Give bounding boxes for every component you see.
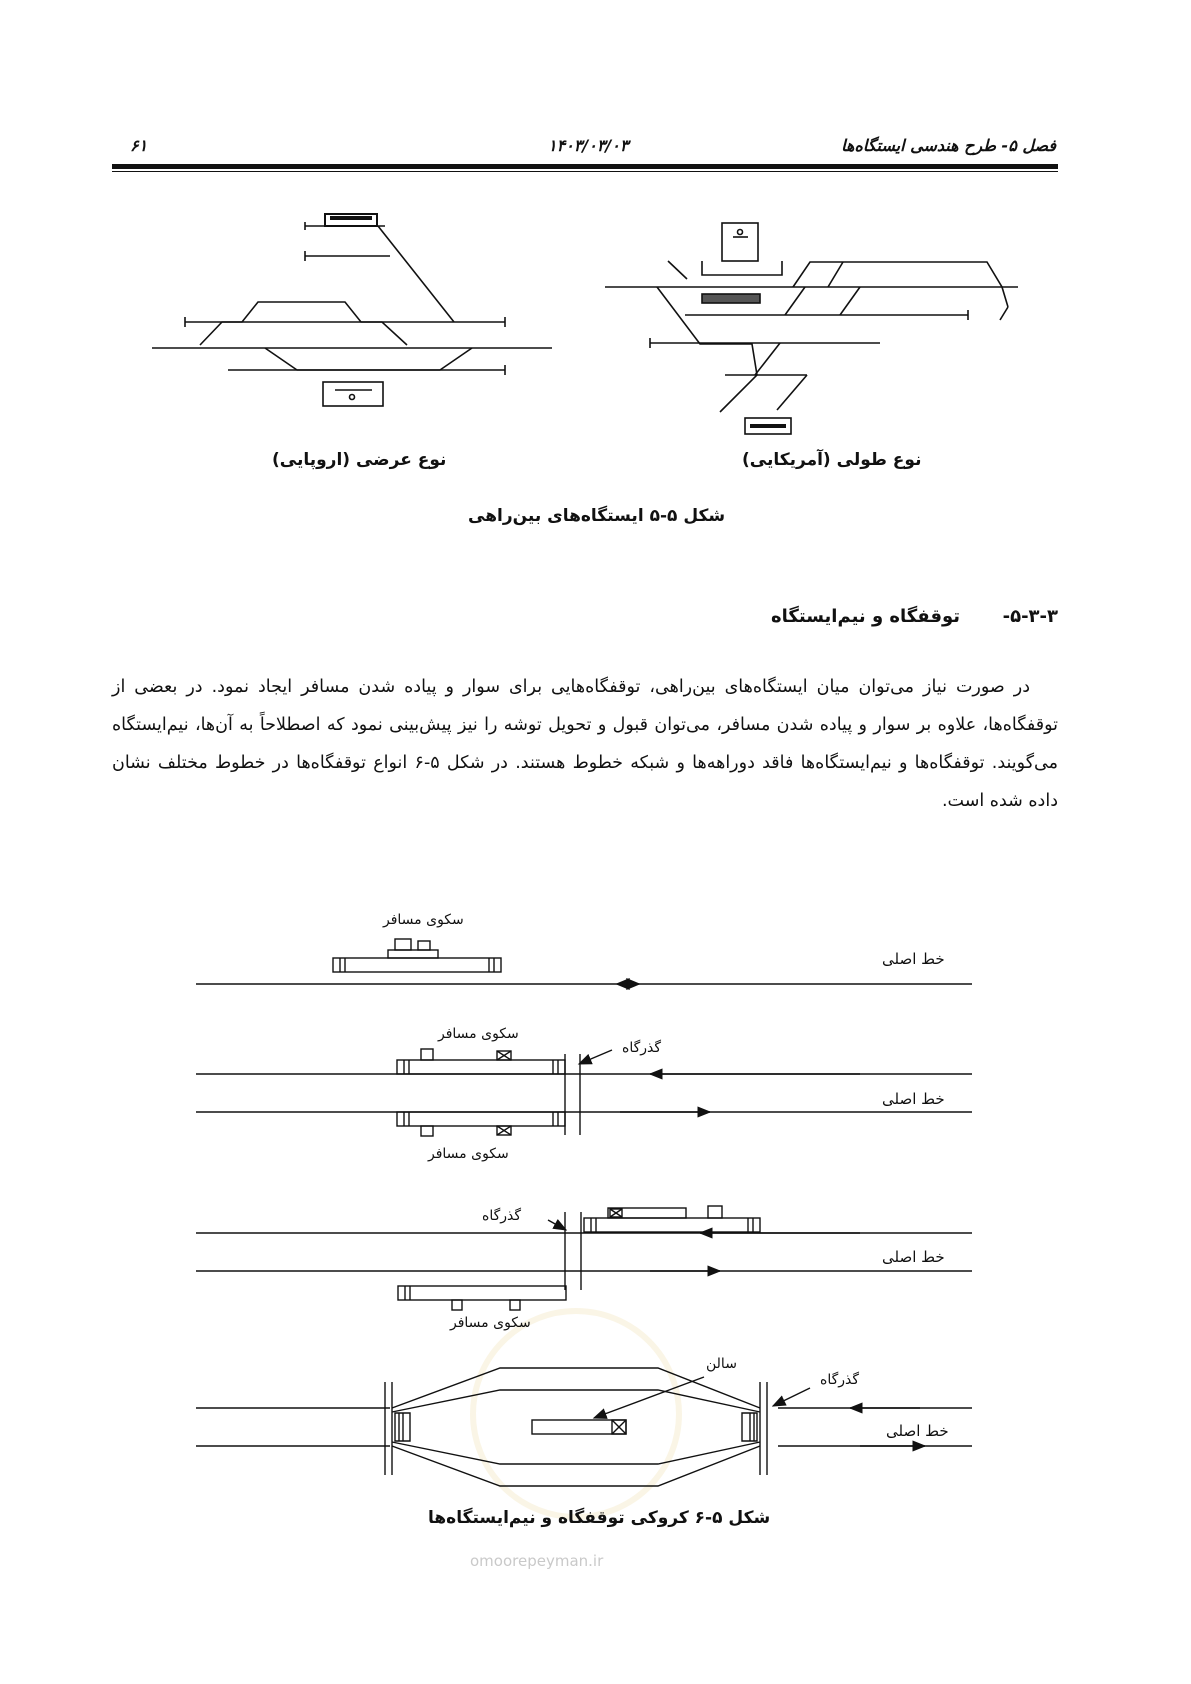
label-platform-1: سکوی مسافر bbox=[383, 912, 464, 928]
label-platform-3: سکوی مسافر bbox=[450, 1315, 531, 1331]
label-main-line-4: خط اصلی bbox=[886, 1422, 949, 1440]
paragraph-text: در صورت نیاز می‌توان میان ایستگاه‌های بین‌راهی، توقفگاه‌هایی برای سوار و پیاده شدن مسافر ایجاد نمود. در بعضی از توقفگاه‌ها، علاوه بر سوار و پیاده شدن مسافر، می‌توان قبول و تحویل توشه را نیز پیش‌بینی نمود که اصطلاحاً به آن‌ها، نیم‌ایستگاه می‌گویند. توقفگاه‌ها و نیم‌ایستگاه‌ها فاقد دوراهه‌ها و شبکه خطوط هستند. در شکل ۵-۶ انواع توقفگاه‌ها در خطوط مختلف نشان داده شده است. bbox=[112, 677, 1058, 811]
watermark-text: omoorepeyman.ir bbox=[470, 1552, 604, 1570]
label-crossing-1: گذرگاه bbox=[622, 1040, 662, 1056]
label-platform-2b: سکوی مسافر bbox=[428, 1146, 509, 1162]
double-line-staggered-platforms-diagram bbox=[196, 1206, 972, 1310]
page-number: ۶۱ bbox=[130, 136, 148, 155]
figure-5-5-caption: شکل ۵-۵ ایستگاه‌های بین‌راهی bbox=[468, 506, 726, 526]
section-number: ۵-۳-۳- bbox=[1002, 606, 1058, 627]
chapter-title: فصل ۵- طرح هندسی ایستگاه‌ها bbox=[841, 136, 1056, 155]
label-main-line-2: خط اصلی bbox=[882, 1090, 945, 1108]
label-main-line-3: خط اصلی bbox=[882, 1248, 945, 1266]
figure-5-6-caption: شکل ۵-۶ کروکی توقفگاه و نیم‌ایستگاه‌ها bbox=[428, 1508, 771, 1528]
single-line-stop-diagram bbox=[196, 939, 972, 989]
label-crossing-3: گذرگاه bbox=[820, 1372, 860, 1388]
label-platform-2a: سکوی مسافر bbox=[438, 1026, 519, 1042]
header-date: ۱۴۰۳/۰۳/۰۳ bbox=[548, 136, 629, 155]
label-transverse-type: نوع عرضی (اروپایی) bbox=[272, 450, 447, 470]
section-title: توقفگاه و نیم‌ایستگاه bbox=[771, 606, 961, 627]
label-hall: سالن bbox=[706, 1356, 737, 1372]
label-longitudinal-type: نوع طولی (آمریکایی) bbox=[742, 450, 922, 470]
double-line-opposite-platforms-diagram bbox=[196, 1049, 972, 1136]
label-crossing-2: گذرگاه bbox=[482, 1208, 522, 1224]
label-main-line-1: خط اصلی bbox=[882, 950, 945, 968]
